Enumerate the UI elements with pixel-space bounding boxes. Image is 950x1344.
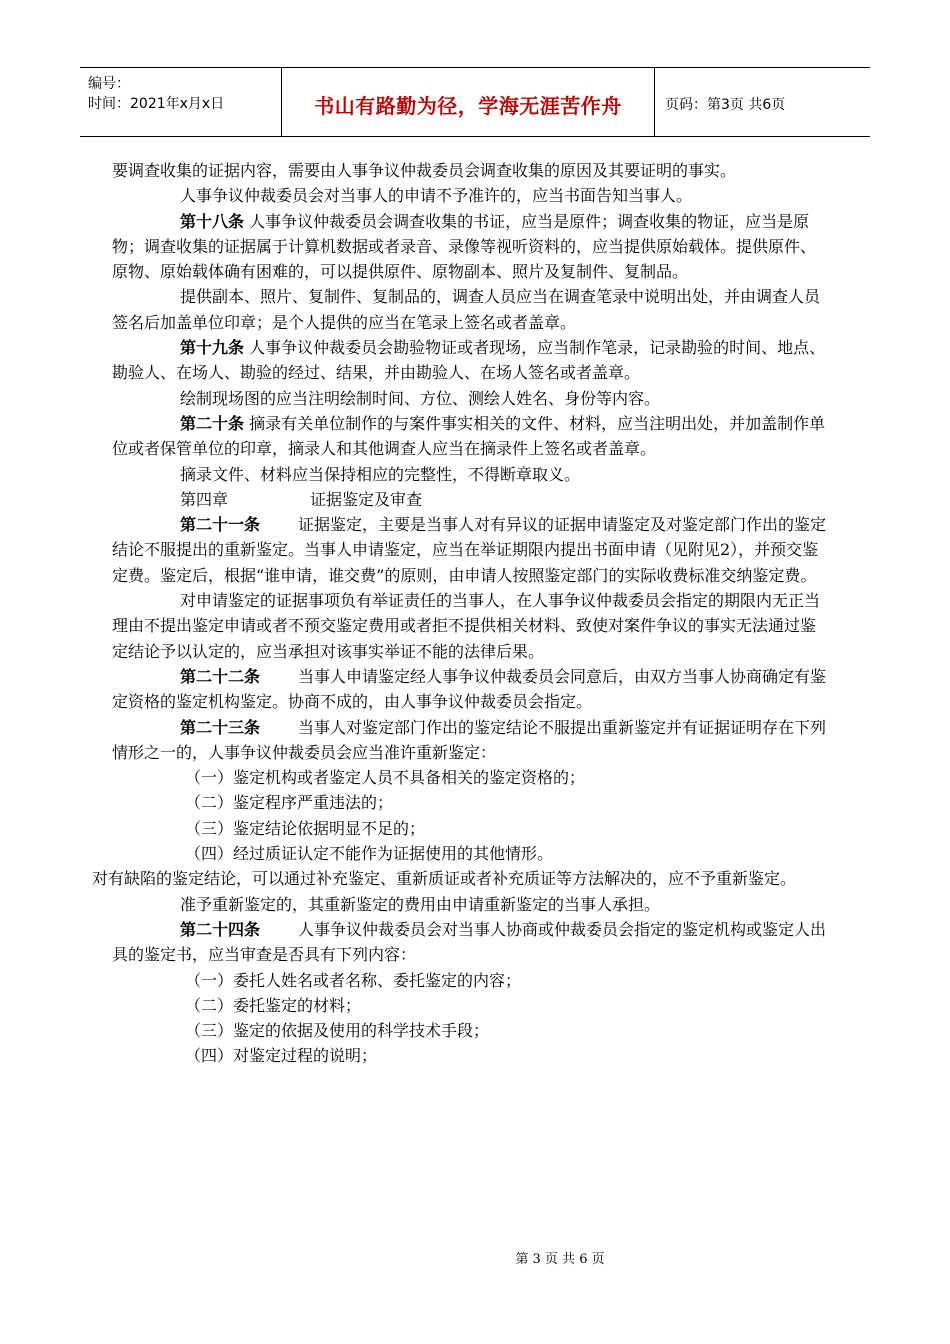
article-title: 第二十条 xyxy=(180,413,245,433)
paragraph: 绘制现场图的应当注明绘制时间、方位、测绘人姓名、身份等内容。 xyxy=(180,388,661,408)
list-item: （三）鉴定的依据及使用的科学技术手段； xyxy=(185,1021,490,1041)
document-body xyxy=(92,158,828,1069)
footer-page-number: 第 3 页 共 6 页 xyxy=(515,1252,605,1267)
article-18 xyxy=(112,209,828,285)
list-item: （一）鉴定机构或者鉴定人员不具备相关的鉴定资格的； xyxy=(185,768,586,788)
article-title: 第二十一条 xyxy=(180,515,261,535)
paragraph: 提供副本、照片、复制件、复制品的，调查人员应当在调查笔录中说明出处，并由调查人员签名后加盖单位印章；是个人提供的应当在笔录上签名或者盖章。 xyxy=(112,287,821,332)
article-22 xyxy=(112,664,828,715)
list-item: （三）鉴定结论依据明显不足的； xyxy=(185,818,426,838)
list-item: （一）委托人姓名或者名称、委托鉴定的内容； xyxy=(185,970,522,990)
article-20 xyxy=(112,411,828,462)
article-24 xyxy=(112,917,828,968)
document-header xyxy=(80,67,870,137)
article-text: 当事人申请鉴定经人事争议仲裁委员会同意后，由双方当事人协商确定有鉴定资格的鉴定机构鉴定。协商不成的，由人事争议仲裁委员会指定。 xyxy=(112,666,827,712)
article-21 xyxy=(112,512,828,588)
article-title: 第二十四条 xyxy=(180,919,261,939)
article-title: 第二十二条 xyxy=(180,666,261,686)
paragraph: 对申请鉴定的证据事项负有举证责任的当事人，在人事争议仲裁委员会指定的期限内无正当理由不提出鉴定申请或者不预交鉴定费用或者拒不提供相关材料、致使对案件争议的事实无法通过鉴定结论予以认定的，应当承担对该事实举证不能的法律后果。 xyxy=(112,591,821,661)
article-text: 证据鉴定，主要是当事人对有异议的证据申请鉴定及对鉴定部门作出的鉴定结论不服提出的重新鉴定。当事人申请鉴定，应当在举证期限内提出书面申请（见附见2），并预交鉴定费。鉴定后，根据“谁申请，谁交费”的原则，由申请人按照鉴定部门的实际收费标准交纳鉴定费。 xyxy=(112,515,827,585)
document-number-label: 编号： xyxy=(88,76,130,92)
list-item: （二）委托鉴定的材料； xyxy=(185,995,362,1015)
list-item: （四）经过质证认定不能作为证据使用的其他情形。 xyxy=(185,844,554,864)
chapter-label: 第四章 xyxy=(180,489,229,509)
paragraph: 摘录文件、材料应当保持相应的完整性，不得断章取义。 xyxy=(180,464,581,484)
article-23 xyxy=(112,715,828,766)
chapter-title: 证据鉴定及审查 xyxy=(310,489,423,509)
header-page-info: 页码：第3页 共6页 xyxy=(665,97,786,113)
article-19 xyxy=(112,335,828,386)
article-title: 第十八条 xyxy=(180,211,245,231)
page-footer xyxy=(0,1248,950,1267)
chapter-heading xyxy=(112,487,828,512)
header-motto-cell xyxy=(282,68,655,136)
article-text: 当事人对鉴定部门作出的鉴定结论不服提出重新鉴定并有证据证明存在下列情形之一的，人事争议仲裁委员会应当准许重新鉴定： xyxy=(112,717,827,762)
article-text: 摘录有关单位制作的与案件事实相关的文件、材料，应当注明出处，并加盖制作单位或者保管单位的印章，摘录人和其他调查人应当在摘录件上签名或者盖章。 xyxy=(112,413,826,459)
paragraph: 人事争议仲裁委员会对当事人的申请不予准许的，应当书面告知当事人。 xyxy=(180,186,693,206)
list-item: （四）对鉴定过程的说明； xyxy=(185,1046,378,1066)
header-meta-cell xyxy=(80,68,282,136)
article-text: 人事争议仲裁委员会对当事人协商或仲裁委员会指定的鉴定机构或鉴定人出具的鉴定书，应当审查是否具有下列内容： xyxy=(112,919,827,965)
paragraph: 要调查收集的证据内容，需要由人事争议仲裁委员会调查收集的原因及其要证明的事实。 xyxy=(112,161,737,180)
article-text: 人事争议仲裁委员会调查收集的书证，应当是原件；调查收集的物证，应当是原物；调查收集的证据属于计算机数据或者录音、录像等视听资料的，应当提供原始载体。提供原件、原物、原始载体确有困难的，可以提供原件、原物副本、照片及复制件、复制品。 xyxy=(112,211,817,282)
paragraph: 对有缺陷的鉴定结论，可以通过补充鉴定、重新质证或者补充质证等方法解决的，应不予重新鉴定。 xyxy=(92,869,797,889)
paragraph: 准予重新鉴定的，其重新鉴定的费用由申请重新鉴定的当事人承担。 xyxy=(180,894,661,914)
article-text: 人事争议仲裁委员会勘验物证或者现场，应当制作笔录，记录勘验的时间、地点、勘验人、在场人、勘验的经过、结果，并由勘验人、在场人签名或者盖章。 xyxy=(112,338,826,383)
document-time-label: 时间：2021年x月x日 xyxy=(88,96,225,112)
list-item: （二）鉴定程序严重违法的； xyxy=(185,793,394,813)
header-motto: 书山有路勤为径，学海无涯苦作舟 xyxy=(314,94,622,118)
header-page-cell xyxy=(655,68,870,136)
article-title: 第二十三条 xyxy=(180,717,261,737)
article-title: 第十九条 xyxy=(180,338,245,358)
